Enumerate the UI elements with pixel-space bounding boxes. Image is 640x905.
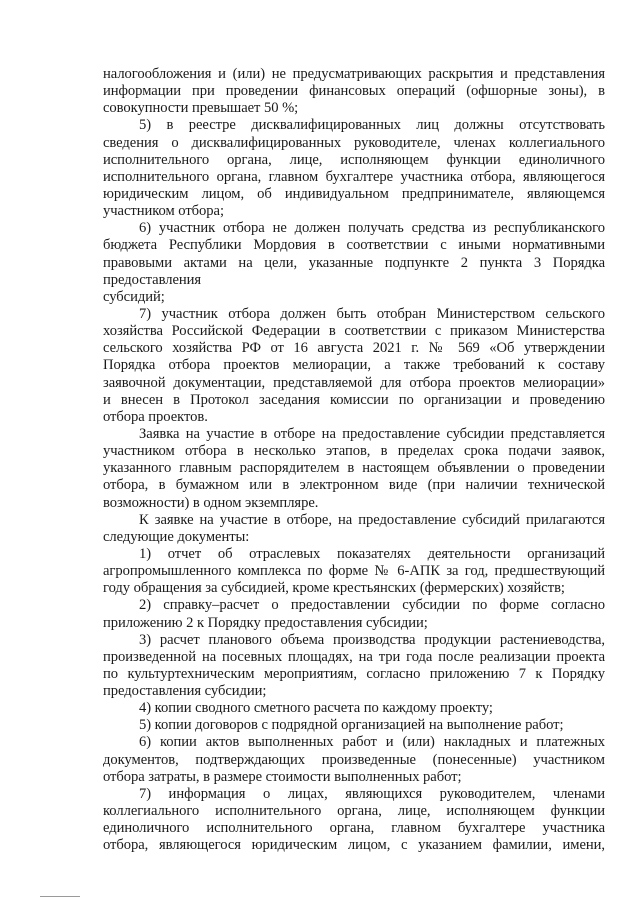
text-line: участником отбора; <box>103 203 224 220</box>
text-line: налогообложения и (или) не предусматривающих раскрытия и представления <box>103 66 605 82</box>
paragraph-doc-4 <box>103 700 605 717</box>
text-line: 5) в реестре дисквалифицированных лиц должны отсутствовать <box>139 117 605 134</box>
text-line: отбора проектов. <box>103 408 208 425</box>
text-line: хозяйства Российской Федерации в соответствии с приказом Министерства <box>103 323 605 340</box>
paragraph-attached-documents <box>103 512 605 546</box>
text-line: бюджета Республики Мордовия в соответствии с иными нормативными <box>103 237 605 254</box>
text-line: следующие документы: <box>103 528 250 545</box>
scan-artifact-line <box>40 896 80 897</box>
text-line: 2) справку–расчет о предоставлении субсидии по форме согласно <box>139 597 605 614</box>
text-line: по культуртехническим мероприятиям, согласно приложению 7 к Порядку <box>103 665 605 682</box>
text-line: возможности) в одном экземпляре. <box>103 494 319 511</box>
paragraph-doc-5 <box>103 717 605 734</box>
text-line: 6) копии актов выполненных работ и (или) накладных и платежных <box>139 734 605 751</box>
text-line: документов, подтверждающих произведенные (понесенные) участником <box>103 751 605 768</box>
text-line: отбора затраты, в размере стоимости выполненных работ; <box>103 768 462 785</box>
text-line: единоличного исполнительного органа, главном бухгалтере участника <box>103 820 605 837</box>
text-line: и внесен в Протокол заседания комиссии по организации и проведению <box>103 391 605 408</box>
paragraph-doc-6 <box>103 734 605 785</box>
paragraph-doc-2 <box>103 597 605 631</box>
text-line: приложению 2 к Порядку предоставления субсидии; <box>103 614 428 631</box>
text-line: 4) копии сводного сметного расчета по каждому проекту; <box>139 700 493 717</box>
text-line: отбора, являющегося юридическим лицом, с указанием фамилии, имени, <box>103 837 605 854</box>
text-line: указанного главным распорядителем в настоящем объявлении о проведении <box>103 460 605 477</box>
text-line: К заявке на участие в отборе, на предоставление субсидий прилагаются <box>139 511 605 528</box>
text-line: правовыми актами на цели, указанные подпункте 2 пункта 3 Порядка <box>103 254 605 271</box>
text-line: Порядка отбора проектов мелиорации, а также требований к составу <box>103 357 605 374</box>
text-line: Заявка на участие в отборе на предоставление субсидии представляется <box>139 425 605 442</box>
text-line: сельского хозяйства РФ от 16 августа 2021 г. № 569 «Об утверждении <box>103 340 605 357</box>
paragraph-item-6 <box>103 220 605 306</box>
paragraph-application-submission <box>103 426 605 512</box>
paragraph-doc-3 <box>103 632 605 701</box>
paragraph-offshore-continuation <box>103 66 605 117</box>
text-line: исполнительного органа, главном бухгалтере участника отбора, являющегося <box>103 168 605 185</box>
text-line: произведенной на посевных площадях, на три года после реализации проекта <box>103 648 605 665</box>
paragraph-item-7 <box>103 306 605 426</box>
text-line: участником отбора в несколько этапов, в пределах срока подачи заявок, <box>103 443 605 460</box>
text-line: 5) копии договоров с подрядной организацией на выполнение работ; <box>139 717 564 734</box>
text-line: году обращения за субсидией, кроме крестьянских (фермерских) хозяйств; <box>103 580 565 597</box>
text-line: агропромышленного комплекса по форме № 6-АПК за год, предшествующий <box>103 563 605 580</box>
paragraph-doc-1 <box>103 546 605 597</box>
text-line: юридическим лицом, об индивидуальном предпринимателе, являющемся <box>103 185 605 202</box>
text-line: исполнительного органа, лице, исполняющем функции единоличного <box>103 151 605 168</box>
text-line: информации при проведении финансовых операций (офшорные зоны), в <box>103 83 605 100</box>
text-line: 3) расчет планового объема производства продукции растениеводства, <box>139 631 605 648</box>
text-line: заявочной документации, представляемой для отбора проектов мелиорации» <box>103 374 605 391</box>
text-line: предоставления субсидии; <box>103 683 267 700</box>
document-page <box>103 66 605 854</box>
text-line: отбора, в бумажном или в электронном виде (при наличии технической <box>103 477 605 494</box>
text-line: 6) участник отбора не должен получать средства из республиканского <box>139 220 605 237</box>
text-line: 1) отчет об отраслевых показателях деятельности организаций <box>139 545 605 562</box>
paragraph-doc-7 <box>103 786 605 855</box>
text-line: предоставления <box>103 271 202 288</box>
text-line: совокупности превышает 50 %; <box>103 100 299 117</box>
paragraph-item-5 <box>103 117 605 220</box>
text-line: 7) информация о лицах, являющихся руководителем, членами <box>139 785 605 802</box>
text-line: 7) участник отбора должен быть отобран Министерством сельского <box>139 305 605 322</box>
text-line: коллегиального исполнительного органа, лице, исполняющем функции <box>103 803 605 820</box>
text-line: субсидий; <box>103 288 165 305</box>
text-line: сведения о дисквалифицированных руководителе, членах коллегиального <box>103 134 605 151</box>
